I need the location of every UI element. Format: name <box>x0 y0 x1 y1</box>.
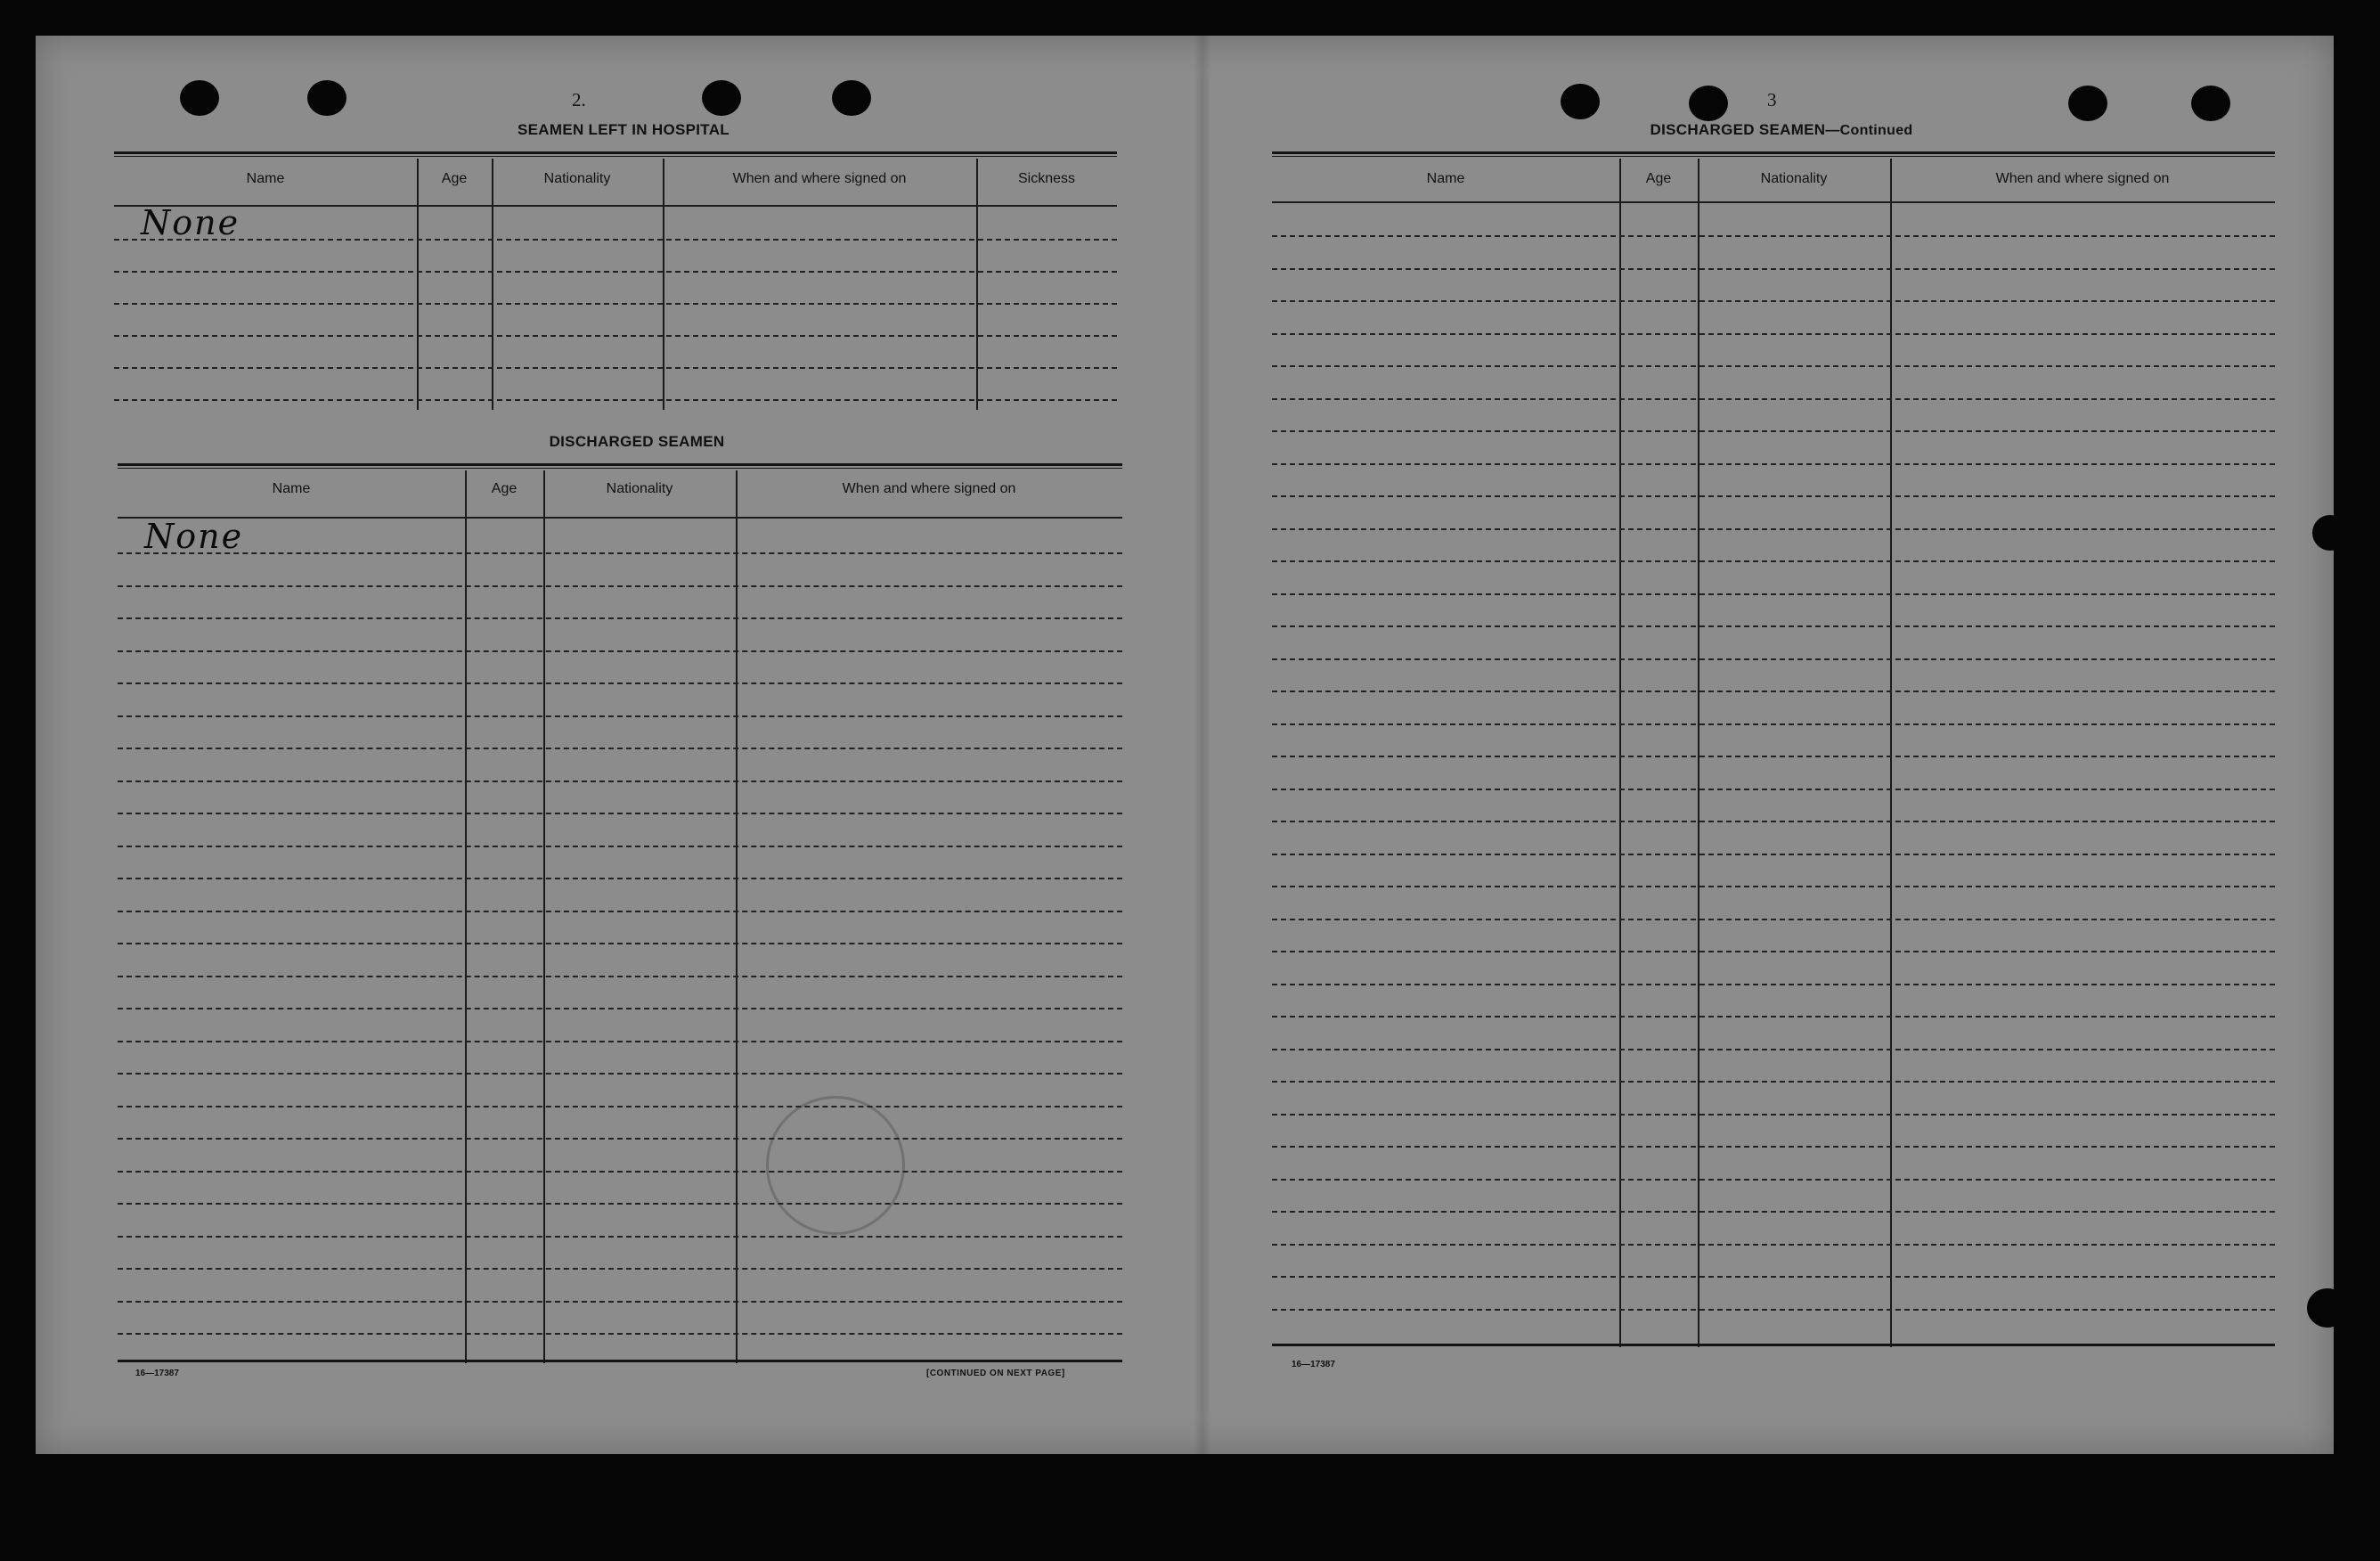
entry-line <box>1272 789 2275 790</box>
section-title-discharged-continued <box>1550 121 2013 139</box>
entry-line <box>1272 1179 2275 1181</box>
table-top-rule <box>118 463 1122 466</box>
entry-line <box>1272 951 2275 952</box>
page-fold <box>1194 36 1211 1454</box>
table-top-rule <box>114 156 1117 157</box>
entry-line <box>1272 333 2275 335</box>
entry-line <box>1272 495 2275 497</box>
binder-clip <box>2312 515 2348 551</box>
punch-hole <box>307 80 346 116</box>
entry-line <box>1272 268 2275 270</box>
column-header-age: Age <box>491 481 518 496</box>
entry-line <box>118 1008 1122 1009</box>
section-title-suffix: —Continued <box>1825 123 1913 138</box>
entry-line <box>118 1106 1122 1107</box>
column-divider <box>663 159 664 410</box>
column-divider <box>417 159 419 410</box>
continued-note: [CONTINUED ON NEXT PAGE] <box>926 1369 1065 1378</box>
handwritten-entry-hospital: None <box>141 203 240 242</box>
column-header-signed-on: When and where signed on <box>732 171 907 186</box>
punch-hole <box>2068 86 2107 121</box>
punch-hole <box>180 80 219 116</box>
entry-line <box>118 1138 1122 1140</box>
entry-line <box>118 1236 1122 1238</box>
entry-line <box>118 715 1122 717</box>
entry-line <box>1272 854 2275 855</box>
column-divider <box>736 470 738 1363</box>
entry-line <box>1272 886 2275 887</box>
entry-line <box>1272 560 2275 562</box>
entry-line <box>1272 723 2275 725</box>
entry-line <box>118 780 1122 782</box>
column-header-sickness: Sickness <box>1017 171 1076 186</box>
table-bottom-rule <box>1272 1344 2275 1346</box>
header-rule <box>114 205 1117 207</box>
entry-line <box>1272 625 2275 627</box>
entry-line <box>1272 1081 2275 1083</box>
entry-line <box>1272 919 2275 920</box>
entry-line <box>1272 658 2275 660</box>
column-header-nationality: Nationality <box>1760 171 1828 186</box>
entry-line <box>118 943 1122 944</box>
entry-line <box>118 976 1122 977</box>
column-header-name: Name <box>272 481 311 496</box>
entry-line <box>118 617 1122 619</box>
entry-line <box>1272 593 2275 595</box>
entry-line <box>118 1073 1122 1075</box>
column-divider <box>465 470 467 1363</box>
table-top-rule <box>1272 156 2275 157</box>
entry-line <box>1272 756 2275 757</box>
discharged-table <box>118 463 1122 1363</box>
entry-line <box>1272 1016 2275 1018</box>
entry-line <box>118 1268 1122 1270</box>
entry-line <box>118 878 1122 879</box>
entry-line <box>118 650 1122 652</box>
column-header-age: Age <box>1645 171 1672 186</box>
entry-line <box>1272 365 2275 367</box>
form-code: 16—17387 <box>135 1369 179 1378</box>
entry-line <box>1272 398 2275 400</box>
punch-hole <box>2191 86 2230 121</box>
table-top-rule <box>114 151 1117 154</box>
entry-line <box>118 1203 1122 1205</box>
form-code: 16—17387 <box>1292 1360 1335 1369</box>
entry-line <box>118 748 1122 749</box>
table-top-rule <box>1272 151 2275 154</box>
header-rule <box>118 517 1122 519</box>
entry-line <box>114 271 1117 273</box>
entry-line <box>114 239 1117 241</box>
column-header-name: Name <box>246 171 285 186</box>
punch-hole <box>832 80 871 116</box>
table-top-rule <box>118 468 1122 469</box>
entry-line <box>1272 430 2275 432</box>
section-title-discharged: DISCHARGED SEAMEN <box>549 433 725 450</box>
column-divider <box>1619 159 1621 1347</box>
entry-line <box>1272 1276 2275 1278</box>
column-divider <box>1890 159 1892 1347</box>
entry-line <box>114 367 1117 369</box>
column-header-signed-on: When and where signed on <box>842 481 1016 496</box>
entry-line <box>1272 1244 2275 1246</box>
entry-line <box>118 1171 1122 1173</box>
column-divider <box>976 159 978 410</box>
entry-line <box>1272 300 2275 302</box>
entry-line <box>118 1301 1122 1303</box>
column-header-name: Name <box>1426 171 1465 186</box>
entry-line <box>118 846 1122 847</box>
hospital-table <box>114 151 1117 410</box>
entry-line <box>1272 1309 2275 1311</box>
column-header-nationality: Nationality <box>606 481 673 496</box>
column-divider <box>543 470 545 1363</box>
entry-line <box>118 585 1122 587</box>
punch-hole <box>1561 84 1600 119</box>
discharged-continued-table <box>1272 151 2275 1347</box>
entry-line <box>118 1333 1122 1335</box>
entry-line <box>118 911 1122 912</box>
entry-line <box>114 335 1117 337</box>
table-bottom-rule <box>118 1360 1122 1362</box>
binder-clip <box>2307 1288 2348 1328</box>
entry-line <box>118 813 1122 814</box>
column-header-age: Age <box>441 171 468 186</box>
entry-line <box>118 1041 1122 1042</box>
entry-line <box>1272 463 2275 465</box>
entry-line <box>114 303 1117 305</box>
column-divider <box>492 159 493 410</box>
entry-line <box>1272 691 2275 692</box>
section-title-text: DISCHARGED SEAMEN <box>1650 121 1826 138</box>
entry-line <box>1272 528 2275 530</box>
punch-hole <box>1689 86 1728 121</box>
handwritten-entry-discharged: None <box>144 517 244 556</box>
header-rule <box>1272 201 2275 203</box>
page-number: 3 <box>1767 89 1777 110</box>
entry-line <box>1272 1211 2275 1213</box>
column-header-signed-on: When and where signed on <box>1995 171 2170 186</box>
entry-line <box>1272 821 2275 822</box>
column-header-nationality: Nationality <box>543 171 611 186</box>
column-divider <box>1698 159 1699 1347</box>
section-title-hospital: SEAMEN LEFT IN HOSPITAL <box>518 121 729 138</box>
entry-line <box>118 682 1122 684</box>
page-number: 2. <box>572 89 586 110</box>
entry-line <box>1272 235 2275 237</box>
entry-line <box>114 399 1117 401</box>
entry-line <box>1272 1146 2275 1148</box>
punch-hole <box>702 80 741 116</box>
entry-line <box>1272 1114 2275 1116</box>
entry-line <box>1272 984 2275 985</box>
entry-line <box>118 552 1122 554</box>
entry-line <box>1272 1049 2275 1050</box>
